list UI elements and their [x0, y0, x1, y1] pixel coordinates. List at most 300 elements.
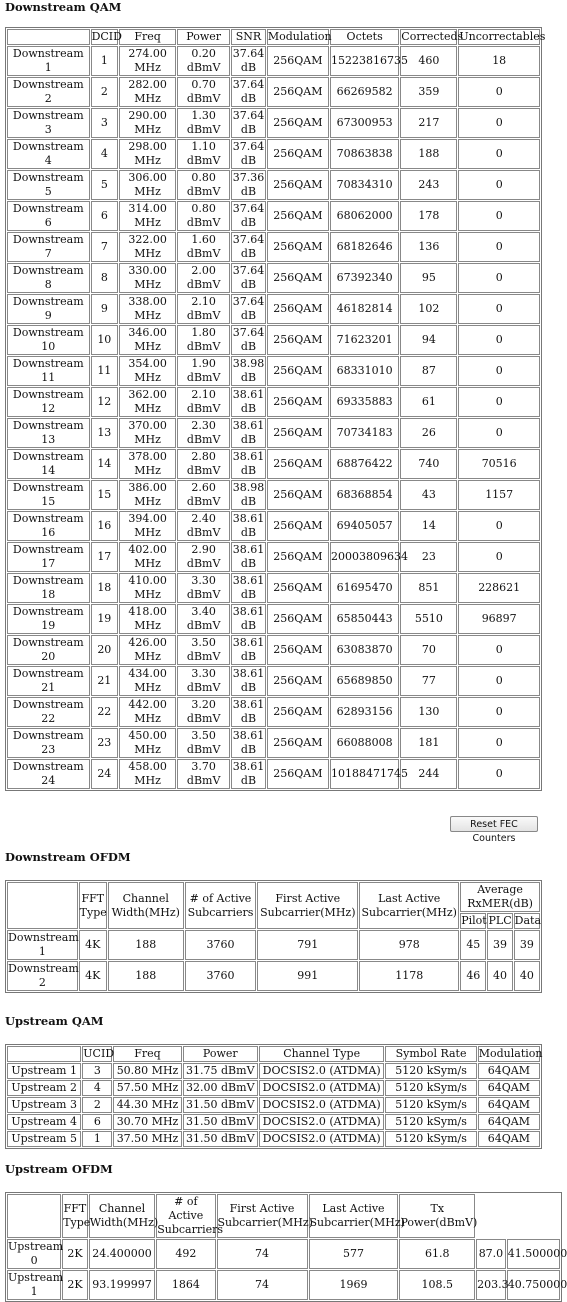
correcteds-cell: 851 [400, 573, 457, 603]
freq-cell: 50.80 MHz [113, 1063, 181, 1079]
type-cell: DOCSIS2.0 (ATDMA) [259, 1080, 384, 1096]
freq-cell: 306.00 MHz [119, 170, 176, 200]
channel-cell: Upstream 3 [7, 1097, 81, 1113]
table-row [7, 930, 540, 960]
freq-cell: 426.00 MHz [119, 635, 176, 665]
tx-cell: 108.5 [399, 1270, 475, 1300]
column-header-empty [507, 1194, 560, 1238]
last-cell: 1969 [309, 1270, 399, 1300]
upstream-ofdm-title: Upstream OFDM [5, 1162, 113, 1176]
freq-cell: 37.50 MHz [113, 1131, 181, 1147]
channel-cell: Downstream 6 [7, 201, 90, 231]
column-header: # of Active Subcarriers [157, 1195, 224, 1236]
power-cell: 31.50 dBmV [183, 1114, 258, 1130]
column-header-empty [476, 1194, 506, 1238]
correcteds-cell: 61 [400, 387, 457, 417]
data-cell: 40 [514, 961, 540, 991]
dcid-cell: 11 [91, 356, 119, 386]
power-cell: 1.30 dBmV [177, 108, 230, 138]
channel-cell: Downstream 22 [7, 697, 90, 727]
uncorrectables-cell: 96897 [458, 604, 540, 634]
tx-cell: 61.8 [399, 1239, 475, 1269]
active-cell: 492 [156, 1239, 215, 1269]
channel-cell: Downstream 9 [7, 294, 90, 324]
power-cell: 31.75 dBmV [183, 1063, 258, 1079]
column-header: Tx Power(dBmV) [399, 1194, 475, 1238]
uncorrectables-cell: 0 [458, 728, 540, 758]
table-row [7, 46, 540, 76]
data-cell: 39 [514, 930, 540, 960]
active-cell: 3760 [185, 930, 257, 960]
snr-cell: 38.61 dB [232, 574, 265, 601]
uncorrectables-cell: 0 [458, 635, 540, 665]
freq-cell: 314.00 MHz [119, 201, 176, 231]
table-row [7, 170, 540, 200]
column-header: PLC [488, 914, 512, 927]
power-cell: 2.10 dBmV [177, 387, 230, 417]
fft-cell: 4K [79, 930, 107, 960]
channel-cell: Downstream 11 [7, 356, 90, 386]
correcteds-cell: 43 [400, 480, 457, 510]
table-row [7, 1131, 540, 1147]
power-cell: 2.60 dBmV [177, 480, 230, 510]
freq-cell: 362.00 MHz [119, 387, 176, 417]
octets-cell: 61695470 [330, 573, 399, 603]
column-header [7, 29, 90, 45]
table-row [7, 697, 540, 727]
first-cell: 74 [217, 1239, 308, 1269]
uncorrectables-cell: 70516 [458, 449, 540, 479]
snr-cell: 38.61 dB [232, 543, 265, 570]
dcid-cell: 4 [91, 139, 119, 169]
dcid-cell: 6 [91, 201, 119, 231]
snr-cell: 37.36 dB [232, 171, 265, 198]
freq-cell: 274.00 MHz [119, 46, 176, 76]
column-header: FFT Type [62, 1194, 88, 1238]
freq-cell: 386.00 MHz [119, 480, 176, 510]
freq-cell: 450.00 MHz [119, 728, 176, 758]
snr-cell: 37.64 dB [232, 140, 265, 167]
correcteds-cell: 14 [400, 511, 457, 541]
column-header: Power [177, 29, 230, 45]
freq-cell: 354.00 MHz [119, 356, 176, 386]
snr-cell: 37.64 dB [232, 109, 265, 136]
extra1-cell: 87.0 [476, 1239, 506, 1269]
freq-cell: 290.00 MHz [119, 108, 176, 138]
freq-cell: 458.00 MHz [119, 759, 176, 789]
power-cell: 2.80 dBmV [177, 449, 230, 479]
column-header: Pilot [461, 914, 487, 927]
snr-cell: 38.61 dB [232, 760, 265, 787]
column-header: Channel Width(MHz) [89, 1194, 155, 1238]
snr-cell: 37.64 dB [232, 264, 265, 291]
octets-cell: 10188471745 [330, 759, 399, 789]
freq-cell: 298.00 MHz [119, 139, 176, 169]
dcid-cell: 21 [91, 666, 119, 696]
table-row [7, 666, 540, 696]
octets-cell: 62893156 [330, 697, 399, 727]
column-header: Channel Width(MHz) [108, 882, 184, 929]
freq-cell: 442.00 MHz [119, 697, 176, 727]
correcteds-cell: 102 [400, 294, 457, 324]
column-header: First Active Subcarrier(MHz) [257, 882, 358, 929]
power-cell: 3.50 dBmV [177, 728, 230, 758]
modulation-cell: 64QAM [478, 1080, 540, 1096]
modulation-cell: 256QAM [267, 511, 329, 541]
power-cell: 0.20 dBmV [177, 46, 230, 76]
channel-cell: Downstream 10 [7, 325, 90, 355]
table-row [7, 759, 540, 789]
type-cell: DOCSIS2.0 (ATDMA) [259, 1097, 384, 1113]
table-header-row [7, 882, 540, 912]
extra1-cell: 203.3 [476, 1270, 506, 1300]
correcteds-cell: 244 [400, 759, 457, 789]
freq-cell: 394.00 MHz [119, 511, 176, 541]
reset-fec-counters-button[interactable]: Reset FEC Counters [450, 816, 538, 832]
column-header: Average RxMER(dB) [460, 882, 540, 912]
power-cell: 3.30 dBmV [177, 573, 230, 603]
channel-cell: Downstream 20 [7, 635, 90, 665]
uncorrectables-cell: 0 [458, 418, 540, 448]
width-cell: 93.199997 [89, 1270, 155, 1300]
modulation-cell: 256QAM [267, 325, 329, 355]
table-row [7, 294, 540, 324]
width-cell: 188 [108, 930, 184, 960]
extra2-cell: 41.500000 [507, 1239, 560, 1269]
freq-cell: 402.00 MHz [119, 542, 176, 572]
modulation-cell: 256QAM [267, 263, 329, 293]
dcid-cell: 3 [91, 108, 119, 138]
plc-cell: 40 [487, 961, 512, 991]
octets-cell: 69405057 [330, 511, 399, 541]
octets-cell: 63083870 [330, 635, 399, 665]
channel-cell: Downstream 16 [7, 511, 90, 541]
correcteds-cell: 26 [400, 418, 457, 448]
type-cell: DOCSIS2.0 (ATDMA) [259, 1114, 384, 1130]
first-cell: 791 [257, 930, 358, 960]
dcid-cell: 16 [91, 511, 119, 541]
octets-cell: 67392340 [330, 263, 399, 293]
downstream-ofdm-title: Downstream OFDM [5, 850, 131, 864]
power-cell: 2.30 dBmV [177, 418, 230, 448]
modulation-cell: 256QAM [267, 387, 329, 417]
octets-cell: 65850443 [330, 604, 399, 634]
octets-cell: 68331010 [330, 356, 399, 386]
channel-cell: Upstream 5 [7, 1131, 81, 1147]
modulation-cell: 256QAM [267, 449, 329, 479]
power-cell: 3.50 dBmV [177, 635, 230, 665]
snr-cell: 38.61 dB [232, 512, 265, 539]
channel-cell: Upstream 1 [7, 1063, 81, 1079]
channel-cell: Downstream 21 [7, 666, 90, 696]
modulation-cell: 256QAM [267, 201, 329, 231]
column-header: Freq [113, 1046, 181, 1062]
power-cell: 0.80 dBmV [177, 170, 230, 200]
column-header: Freq [119, 29, 176, 45]
modulation-cell: 256QAM [267, 46, 329, 76]
channel-cell: Downstream 14 [7, 449, 90, 479]
table-row [7, 1114, 540, 1130]
channel-cell: Downstream 7 [7, 232, 90, 262]
power-cell: 3.30 dBmV [177, 666, 230, 696]
dcid-cell: 2 [91, 77, 119, 107]
octets-cell: 69335883 [330, 387, 399, 417]
channel-cell: Upstream 1 [8, 1271, 64, 1298]
uncorrectables-cell: 1157 [458, 480, 540, 510]
power-cell: 0.80 dBmV [177, 201, 230, 231]
modulation-cell: 256QAM [267, 108, 329, 138]
snr-cell: 37.64 dB [232, 295, 265, 322]
channel-cell: Downstream 4 [7, 139, 90, 169]
rate-cell: 5120 kSym/s [385, 1114, 476, 1130]
table-row [7, 108, 540, 138]
channel-cell: Downstream 1 [8, 931, 79, 958]
uncorrectables-cell: 0 [458, 170, 540, 200]
power-cell: 1.90 dBmV [177, 356, 230, 386]
downstream-qam-table [5, 27, 546, 791]
freq-cell: 330.00 MHz [119, 263, 176, 293]
last-cell: 1178 [359, 961, 459, 991]
power-cell: 1.60 dBmV [177, 232, 230, 262]
dcid-cell: 20 [91, 635, 119, 665]
active-cell: 1864 [156, 1270, 215, 1300]
dcid-cell: 15 [91, 480, 119, 510]
channel-cell: Downstream 1 [7, 46, 90, 76]
upstream-qam-table [5, 1044, 542, 1149]
uncorrectables-cell: 0 [458, 325, 540, 355]
channel-cell: Downstream 8 [7, 263, 90, 293]
column-header: Modulation [478, 1047, 543, 1060]
octets-cell: 68368854 [330, 480, 399, 510]
table-row [7, 1097, 540, 1113]
correcteds-cell: 217 [400, 108, 457, 138]
modulation-cell: 256QAM [267, 77, 329, 107]
column-header: FFT Type [79, 882, 107, 929]
uncorrectables-cell: 0 [458, 511, 540, 541]
table-row [7, 201, 540, 231]
rate-cell: 5120 kSym/s [385, 1097, 476, 1113]
first-cell: 74 [217, 1270, 308, 1300]
uncorrectables-cell: 0 [458, 77, 540, 107]
rate-cell: 5120 kSym/s [385, 1063, 476, 1079]
octets-cell: 20003809634 [330, 542, 399, 572]
modulation-cell: 256QAM [267, 573, 329, 603]
table-row [7, 325, 540, 355]
modulation-cell: 256QAM [267, 232, 329, 262]
uncorrectables-cell: 0 [458, 697, 540, 727]
power-cell: 31.50 dBmV [183, 1097, 258, 1113]
table-header-row [7, 29, 540, 45]
correcteds-cell: 87 [400, 356, 457, 386]
snr-cell: 38.61 dB [232, 729, 265, 756]
power-cell: 0.70 dBmV [177, 77, 230, 107]
ucid-cell: 4 [82, 1080, 112, 1096]
table-header-row [7, 1194, 560, 1238]
column-header: DCID [91, 30, 122, 43]
table-row [7, 728, 540, 758]
table-row [7, 263, 540, 293]
table-row [7, 356, 540, 386]
table-row [7, 139, 540, 169]
correcteds-cell: 130 [400, 697, 457, 727]
uncorrectables-cell: 0 [458, 542, 540, 572]
power-cell: 2.40 dBmV [177, 511, 230, 541]
snr-cell: 37.64 dB [232, 326, 265, 353]
uncorrectables-cell: 0 [458, 232, 540, 262]
column-header: SNR [231, 29, 266, 45]
dcid-cell: 7 [91, 232, 119, 262]
channel-cell: Downstream 23 [7, 728, 90, 758]
channel-cell: Downstream 3 [7, 108, 90, 138]
channel-cell: Upstream 2 [7, 1080, 81, 1096]
column-header-blank [7, 882, 78, 929]
dcid-cell: 22 [91, 697, 119, 727]
table-row [7, 511, 540, 541]
freq-cell: 378.00 MHz [119, 449, 176, 479]
first-cell: 991 [257, 961, 358, 991]
snr-cell: 38.61 dB [232, 419, 265, 446]
correcteds-cell: 460 [400, 46, 457, 76]
column-header: First Active Subcarrier(MHz) [217, 1194, 308, 1238]
modulation-cell: 256QAM [267, 139, 329, 169]
dcid-cell: 12 [91, 387, 119, 417]
ucid-cell: 6 [82, 1114, 112, 1130]
table-row [7, 635, 540, 665]
modulation-cell: 64QAM [478, 1097, 540, 1113]
power-cell: 2.90 dBmV [177, 542, 230, 572]
fft-cell: 2K [62, 1270, 88, 1300]
octets-cell: 70734183 [330, 418, 399, 448]
column-header: Power [183, 1046, 258, 1062]
channel-cell: Downstream 18 [7, 573, 90, 603]
modulation-cell: 64QAM [478, 1131, 540, 1147]
table-row [7, 418, 540, 448]
table-row [7, 1239, 560, 1269]
table-row [7, 1270, 560, 1300]
table-row [7, 449, 540, 479]
table-row [7, 961, 540, 991]
correcteds-cell: 359 [400, 77, 457, 107]
modulation-cell: 256QAM [267, 294, 329, 324]
freq-cell: 338.00 MHz [119, 294, 176, 324]
channel-cell: Downstream 19 [7, 604, 90, 634]
uncorrectables-cell: 0 [458, 356, 540, 386]
column-header: Uncorrectables [459, 30, 546, 43]
table-row [7, 1063, 540, 1079]
channel-cell: Downstream 2 [7, 77, 90, 107]
octets-cell: 67300953 [330, 108, 399, 138]
channel-cell: Downstream 13 [7, 418, 90, 448]
active-cell: 3760 [185, 961, 257, 991]
modulation-cell: 256QAM [267, 635, 329, 665]
freq-cell: 44.30 MHz [113, 1097, 181, 1113]
rate-cell: 5120 kSym/s [385, 1131, 476, 1147]
modulation-cell: 256QAM [267, 728, 329, 758]
channel-cell: Downstream 15 [7, 480, 90, 510]
power-cell: 31.50 dBmV [183, 1131, 258, 1147]
correcteds-cell: 188 [400, 139, 457, 169]
snr-cell: 38.61 dB [232, 605, 265, 632]
power-cell: 3.70 dBmV [177, 759, 230, 789]
dcid-cell: 5 [91, 170, 119, 200]
correcteds-cell: 181 [400, 728, 457, 758]
modulation-cell: 256QAM [267, 759, 329, 789]
ucid-cell: 3 [82, 1063, 112, 1079]
table-row [7, 77, 540, 107]
channel-cell: Downstream 12 [7, 387, 90, 417]
dcid-cell: 18 [91, 573, 119, 603]
dcid-cell: 13 [91, 418, 119, 448]
channel-cell: Upstream 4 [7, 1114, 81, 1130]
column-header: UCID [83, 1047, 115, 1060]
channel-cell: Downstream 17 [7, 542, 90, 572]
dcid-cell: 10 [91, 325, 119, 355]
column-header: Last Active Subcarrier(MHz) [309, 1194, 399, 1238]
column-header: Symbol Rate [385, 1046, 476, 1062]
modulation-cell: 64QAM [478, 1114, 540, 1130]
correcteds-cell: 94 [400, 325, 457, 355]
uncorrectables-cell: 0 [458, 666, 540, 696]
table-row [7, 387, 540, 417]
uncorrectables-cell: 18 [458, 46, 540, 76]
octets-cell: 68182646 [330, 232, 399, 262]
modulation-cell: 256QAM [267, 356, 329, 386]
dcid-cell: 14 [91, 449, 119, 479]
octets-cell: 70863838 [330, 139, 399, 169]
correcteds-cell: 740 [400, 449, 457, 479]
column-header: Data [514, 914, 542, 927]
table-row [7, 480, 540, 510]
column-header: Octets [330, 29, 399, 45]
power-cell: 2.00 dBmV [177, 263, 230, 293]
modulation-cell: 64QAM [478, 1063, 540, 1079]
snr-cell: 38.61 dB [232, 450, 265, 477]
power-cell: 3.20 dBmV [177, 697, 230, 727]
freq-cell: 346.00 MHz [119, 325, 176, 355]
ucid-cell: 1 [82, 1131, 112, 1147]
column-header: Channel Type [259, 1046, 384, 1062]
freq-cell: 434.00 MHz [119, 666, 176, 696]
width-cell: 24.400000 [89, 1239, 155, 1269]
rate-cell: 5120 kSym/s [385, 1080, 476, 1096]
column-header: Modulation [267, 30, 332, 43]
octets-cell: 68062000 [330, 201, 399, 231]
channel-cell: Downstream 24 [7, 759, 90, 789]
snr-cell: 38.98 dB [232, 481, 265, 508]
power-cell: 1.80 dBmV [177, 325, 230, 355]
octets-cell: 66269582 [330, 77, 399, 107]
uncorrectables-cell: 0 [458, 387, 540, 417]
modulation-cell: 256QAM [267, 697, 329, 727]
uncorrectables-cell: 0 [458, 201, 540, 231]
snr-cell: 37.64 dB [232, 47, 265, 74]
pilot-cell: 45 [460, 930, 486, 960]
column-header [7, 1194, 61, 1238]
octets-cell: 65689850 [330, 666, 399, 696]
modulation-cell: 256QAM [267, 604, 329, 634]
correcteds-cell: 5510 [400, 604, 457, 634]
power-cell: 2.10 dBmV [177, 294, 230, 324]
dcid-cell: 24 [91, 759, 119, 789]
snr-cell: 38.61 dB [232, 636, 265, 663]
freq-cell: 30.70 MHz [113, 1114, 181, 1130]
column-header [7, 1046, 81, 1062]
column-header: # of Active Subcarriers [185, 882, 257, 929]
table-row [7, 542, 540, 572]
correcteds-cell: 77 [400, 666, 457, 696]
snr-cell: 37.64 dB [232, 78, 265, 105]
snr-cell: 38.98 dB [232, 357, 265, 384]
